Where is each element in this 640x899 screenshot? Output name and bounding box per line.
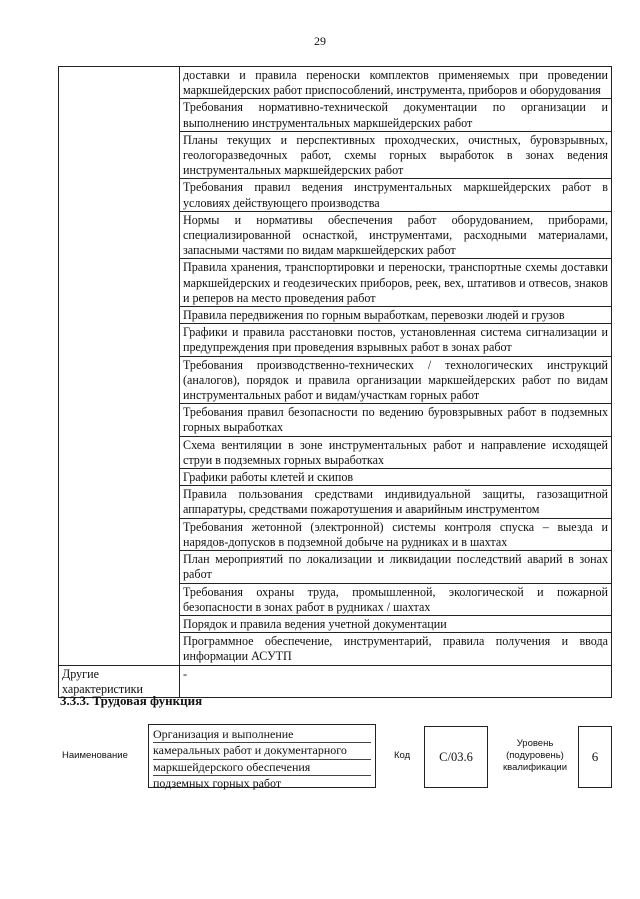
requirement-cell: доставки и правила переноски комплектов применяемых при проведении маркшейдерских работ приспособлений, инструмента, приборов и оборудования — [180, 67, 612, 99]
function-name-line: камеральных работ и документарного — [153, 743, 371, 759]
section-title: 3.3.3. Трудовая функция — [60, 693, 203, 708]
requirement-cell: Графики и правила расстановки постов, установленная система сигнализации и предупреждения при проведения взрывных работ в зонах работ — [180, 324, 612, 356]
code-label: Код — [394, 750, 411, 761]
function-name-box — [148, 724, 376, 788]
level-label-line: Уровень — [516, 738, 554, 749]
requirement-cell: Требования охраны труда, промышленной, экологической и пожарной безопасности в зонах работ в рудниках / шахтах — [180, 583, 612, 615]
function-name-line: Организация и выполнение — [153, 727, 371, 743]
row-label-cell — [59, 67, 180, 666]
function-name-line: маркшейдерского обеспечения — [153, 760, 371, 776]
requirements-table — [58, 66, 612, 698]
requirement-cell: Правила передвижения по горным выработкам, перевозки людей и грузов — [180, 307, 612, 324]
requirement-cell: Правила хранения, транспортировки и переноски, транспортные схемы доставки маркшейдерских и геодезических приборов, реек, вех, штативов и отвесов, знаков и реперов на место проведения работ — [180, 259, 612, 307]
requirement-cell: Планы текущих и перспективных проходческих, очистных, буровзрывных, геологоразведочных работ, схемы горных выработок в зонах ведения инструментальных маркшейдерских работ — [180, 131, 612, 179]
requirement-cell: Нормы и нормативы обеспечения работ оборудованием, приборами, специализированной оснасткой, инструментами, расходными материалами, запасными частями по видам маркшейдерских работ — [180, 211, 612, 259]
requirement-cell: Требования правил безопасности по ведению буровзрывных работ в подземных горных выработках — [180, 404, 612, 436]
code-value: С/03.6 — [439, 749, 473, 764]
level-label — [496, 738, 574, 774]
code-box — [424, 726, 488, 788]
requirement-cell: Графики работы клетей и скипов — [180, 469, 612, 486]
requirement-cell: Требования правил ведения инструментальных маркшейдерских работ в условиях действующего производства — [180, 179, 612, 211]
page-number: 29 — [314, 34, 326, 48]
requirement-cell: Схема вентиляции в зоне инструментальных работ и направление исходящей струи в подземных горных выработках — [180, 436, 612, 468]
level-value: 6 — [591, 749, 599, 764]
level-label-line: (подуровень) — [506, 750, 564, 761]
table-row — [59, 67, 612, 99]
requirement-cell: Требования жетонной (электронной) системы контроля спуска – выезда и нарядов-допусков в подземной добыче на рудниках и в шахтах — [180, 518, 612, 550]
name-label: Наименование — [62, 750, 128, 761]
level-box — [578, 726, 612, 788]
requirement-cell: План мероприятий по локализации и ликвидации последствий аварий в зонах работ — [180, 551, 612, 583]
other-characteristics-label: Другие характеристики — [59, 665, 180, 697]
other-characteristics-value: - — [180, 665, 612, 697]
requirement-cell: Программное обеспечение, инструментарий, правила получения и ввода информации АСУТП — [180, 633, 612, 665]
requirement-cell: Правила пользования средствами индивидуальной защиты, газозащитной аппаратуры, средствами пожаротушения и аварийным инструментом — [180, 486, 612, 518]
level-label-line: квалификации — [502, 762, 568, 773]
requirement-cell: Требования нормативно-технической документации по организации и выполнению инструментальных маркшейдерских работ — [180, 99, 612, 131]
function-name-line: подземных горных работ — [153, 775, 282, 790]
requirement-cell: Требования производственно-технических / технологических инструкций (аналогов), порядок и правила организации маркшейдерских работ по видам инструментальных работ и видам/участкам горных работ — [180, 356, 612, 404]
requirement-cell: Порядок и правила ведения учетной документации — [180, 615, 612, 632]
